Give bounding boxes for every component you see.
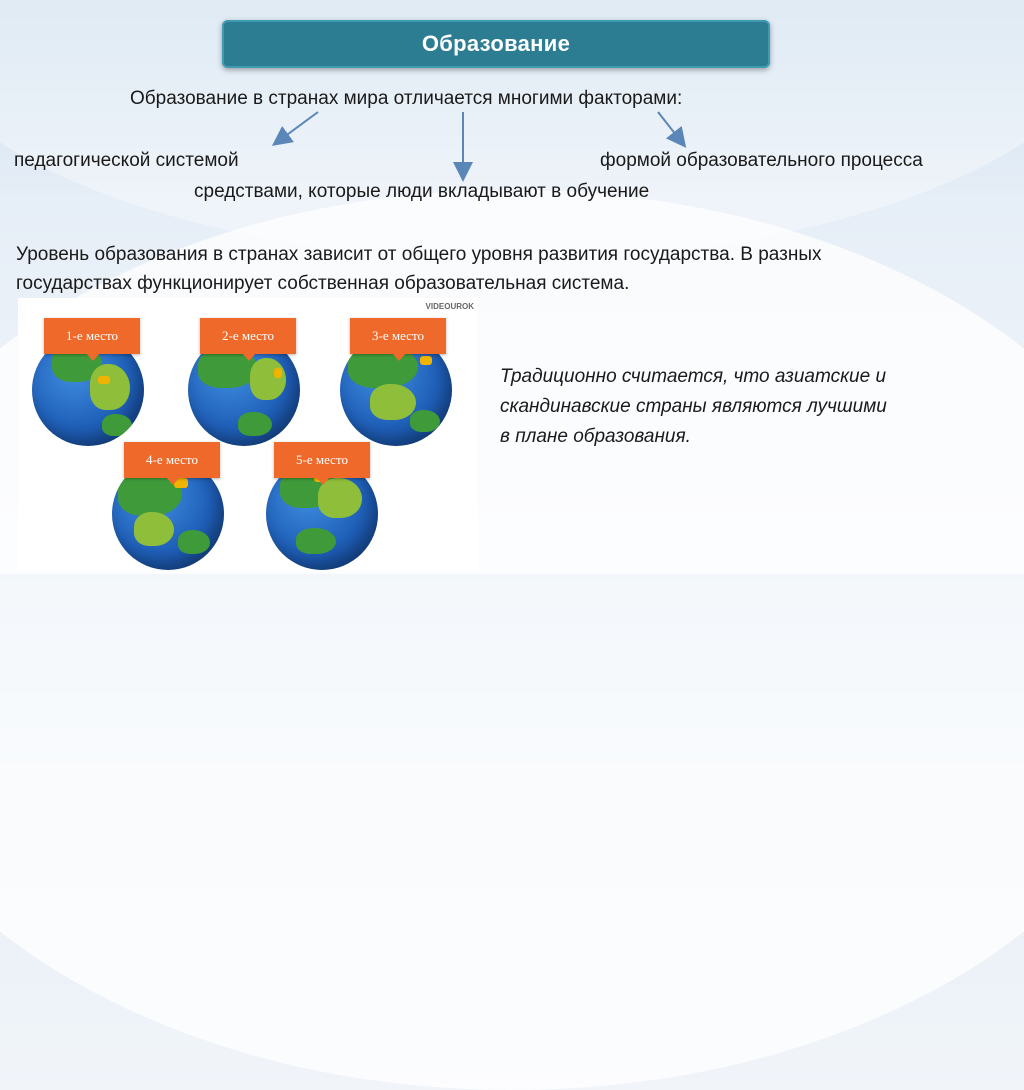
place-tag-2: 2-е место xyxy=(200,318,296,354)
place-tag-3: 3-е место xyxy=(350,318,446,354)
factor-center: средствами, которые люди вкладывают в обучение xyxy=(194,181,650,202)
place-tag-4: 4-е место xyxy=(124,442,220,478)
factor-left: педагогической системой xyxy=(14,150,239,171)
paragraph-line-1: Уровень образования в странах зависит от общего уровня развития государства. В разных xyxy=(16,244,822,265)
place-tag-1: 1-е место xyxy=(44,318,140,354)
note-line-3: в плане образования. xyxy=(500,426,691,447)
note-text xyxy=(500,362,1000,452)
place-tag-5: 5-е место xyxy=(274,442,370,478)
globes-image xyxy=(18,298,478,570)
factor-right: формой образовательного процесса xyxy=(600,150,923,171)
note-line-1: Традиционно считается, что азиатские и xyxy=(500,366,887,387)
arrow-left xyxy=(280,112,318,140)
watermark: VIDEOUROK xyxy=(425,302,474,311)
arrow-right xyxy=(658,112,680,140)
main-paragraph xyxy=(16,240,1016,298)
paragraph-line-2: государствах функционирует собственная образовательная система. xyxy=(16,273,630,294)
slide-title: Образование xyxy=(421,31,571,56)
note-line-2: скандинавские страны являются лучшими xyxy=(500,396,887,417)
intro-text: Образование в странах мира отличается многими факторами: xyxy=(130,88,683,109)
